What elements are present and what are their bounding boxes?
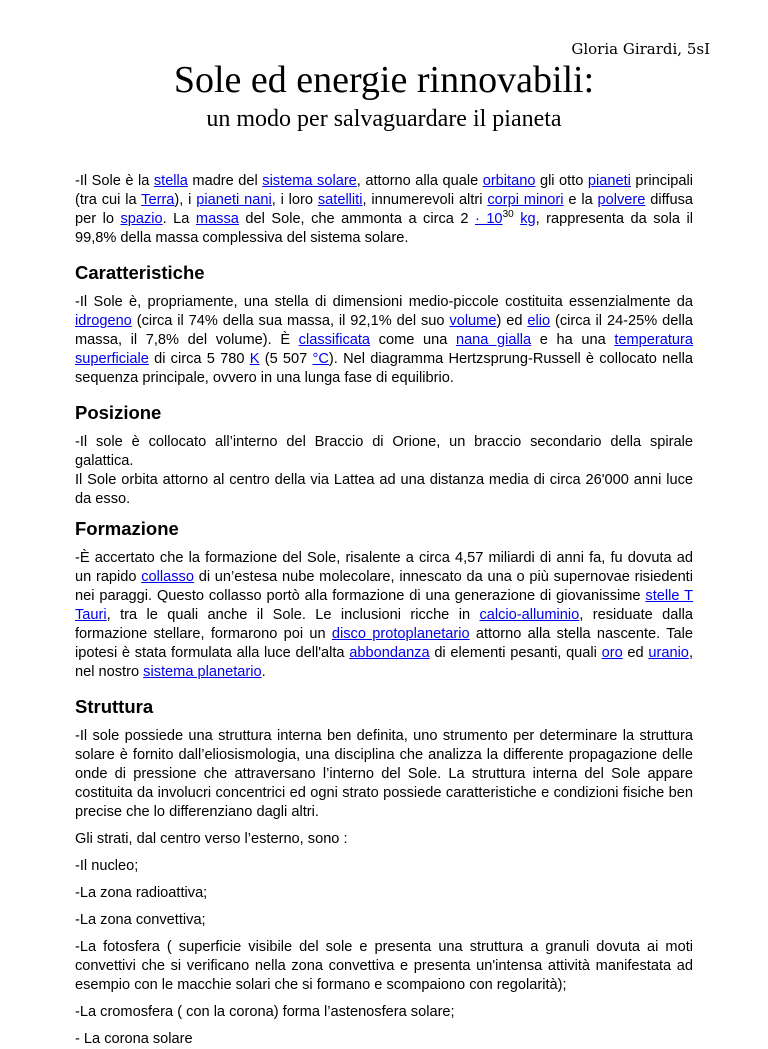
link-corpi-minori[interactable]: corpi minori: [487, 192, 564, 208]
formazione-paragraph: [75, 549, 693, 682]
list-item: -La zona radioattiva;: [75, 885, 208, 901]
link-volume[interactable]: volume: [449, 313, 497, 329]
text: , attorno alla quale: [356, 173, 483, 189]
heading-formazione: Formazione: [75, 518, 179, 539]
link-massa[interactable]: massa: [195, 211, 239, 227]
text: di un’estesa nube molecolare, innescato da una o più supernovae risiedenti nei paraggi. Questo collasso portò alla formazione di una generazione di giovanissime: [75, 569, 693, 604]
link-pianeti[interactable]: pianeti: [587, 173, 631, 189]
link-calcio-alluminio[interactable]: calcio-alluminio: [479, 607, 580, 623]
posizione-paragraph-2: Il Sole orbita attorno al centro della via Lattea ad una distanza media di circa 26'000 anni luce da esso.: [75, 472, 693, 507]
text: , nel nostro: [75, 645, 693, 680]
link-idrogeno[interactable]: idrogeno: [75, 313, 132, 329]
link-satelliti[interactable]: satelliti: [317, 192, 363, 208]
posizione-paragraph-1: -Il sole è collocato all’interno del Braccio di Orione, un braccio secondario della spirale galattica.: [75, 434, 693, 469]
text: ) ed: [496, 313, 528, 329]
struttura-paragraph: -Il sole possiede una struttura interna ben definita, uno strumento per determinare la struttura solare è fornito dall’eliosismologia, una disciplina che analizza la differente propagazione delle onde di pressione che attraversano l’interno del Sole. La struttura interna del Sole appare costituita da involucri concentrici ed ogni strato possiede caratteristiche e condizioni fisiche ben precise che lo differenziano dagli altri.: [75, 728, 693, 820]
link-polvere[interactable]: polvere: [597, 192, 646, 208]
text: e la: [563, 192, 598, 208]
list-item: - La corona solare: [75, 1031, 193, 1047]
caratteristiche-paragraph: [75, 293, 693, 388]
text: , residuate dalla formazione stellare, formarono poi un: [75, 607, 693, 642]
link-kg[interactable]: kg: [520, 211, 536, 227]
text: , rappresenta da sola il 99,8% della massa complessiva del sistema solare.: [75, 211, 694, 246]
link-terra[interactable]: Terra: [141, 192, 175, 208]
link-dieci-alla[interactable]: · 10: [474, 211, 503, 227]
text: ). Nel diagramma Hertzsprung-Russell è collocato nella sequenza principale, ovvero in una lunga fase di equilibrio.: [75, 351, 693, 386]
heading-posizione: Posizione: [75, 402, 162, 423]
text: e ha una: [531, 332, 615, 348]
text: gli otto: [535, 173, 588, 189]
text: diffusa per lo: [75, 192, 693, 227]
exponent: 30: [502, 209, 514, 221]
link-celsius[interactable]: °C: [312, 351, 329, 367]
text: (circa il 74% della sua massa, il 92,1% del suo: [131, 313, 450, 329]
text: -Il Sole è, propriamente, una stella di dimensioni medio-piccole costituita essenzialmente da: [75, 294, 693, 310]
intro-paragraph: [75, 172, 693, 248]
text: (5 507: [259, 351, 313, 367]
link-stella[interactable]: stella: [153, 173, 188, 189]
document-body: [75, 172, 693, 1049]
link-kelvin[interactable]: K: [249, 351, 260, 367]
link-spazio[interactable]: spazio: [120, 211, 163, 227]
text: del Sole, che ammonta a circa 2: [238, 211, 475, 227]
list-item: -La fotosfera ( superficie visibile del sole e presenta una struttura a granuli dovuta ai moti convettivi che si verificano nella zona convettiva e presenta un'intensa attività manifestata ad esempio con le macchie solari che si formano e scompaiono con regolarità);: [75, 939, 693, 993]
text: . La: [162, 211, 196, 227]
list-item: -La cromosfera ( con la corona) forma l’astenosfera solare;: [75, 1004, 455, 1020]
link-elio[interactable]: elio: [527, 313, 551, 329]
link-uranio[interactable]: uranio: [648, 645, 689, 661]
text: madre del: [187, 173, 263, 189]
text: attorno alla stella nascente. Tale ipotesi è stata formulata alla luce dell'alta: [75, 626, 693, 661]
link-classificata[interactable]: classificata: [298, 332, 371, 348]
text: , innumerevoli altri: [362, 192, 488, 208]
list-item: -La zona convettiva;: [75, 912, 206, 928]
link-oro[interactable]: oro: [601, 645, 623, 661]
link-temperatura-superficiale[interactable]: temperatura superficiale: [75, 332, 693, 367]
document-title: Sole ed energie rinnovabili:: [173, 59, 595, 101]
text: -Il Sole è la: [75, 173, 154, 189]
link-sistema-planetario[interactable]: sistema planetario: [143, 664, 262, 680]
text: -È accertato che la formazione del Sole, risalente a circa 4,57 miliardi di anni fa, fu dovuta ad un rapido: [75, 550, 693, 585]
author-line: Gloria Girardi, 5sI: [571, 40, 710, 58]
link-sistema-solare[interactable]: sistema solare: [262, 173, 357, 189]
link-abbondanza[interactable]: abbondanza: [349, 645, 430, 661]
heading-caratteristiche: Caratteristiche: [75, 262, 205, 283]
link-disco-protoplanetario[interactable]: disco protoplanetario: [331, 626, 470, 642]
text: di circa 5 780: [148, 351, 250, 367]
list-item: -Il nucleo;: [75, 858, 139, 874]
link-pianeti-nani[interactable]: pianeti nani: [196, 192, 272, 208]
text: principali (tra cui la: [75, 173, 693, 208]
link-stelle-t-tauri[interactable]: stelle T Tauri: [75, 588, 693, 623]
link-collasso[interactable]: collasso: [141, 569, 194, 585]
text: come una: [370, 332, 456, 348]
link-nana-gialla[interactable]: nana gialla: [455, 332, 532, 348]
text: ), i: [174, 192, 197, 208]
text: , tra le quali anche il Sole. Le inclusioni ricche in: [106, 607, 480, 623]
document-subtitle: un modo per salvaguardare il pianeta: [206, 106, 562, 132]
text: ed: [622, 645, 649, 661]
text: , i loro: [271, 192, 318, 208]
text: (circa il 24-25% della massa, il 7,8% del volume). È: [75, 313, 693, 348]
struttura-intro-list: Gli strati, dal centro verso l’esterno, sono :: [75, 831, 348, 847]
heading-struttura: Struttura: [75, 696, 154, 717]
link-orbitano[interactable]: orbitano: [482, 173, 536, 189]
text: di elementi pesanti, quali: [429, 645, 602, 661]
text: .: [261, 664, 266, 680]
